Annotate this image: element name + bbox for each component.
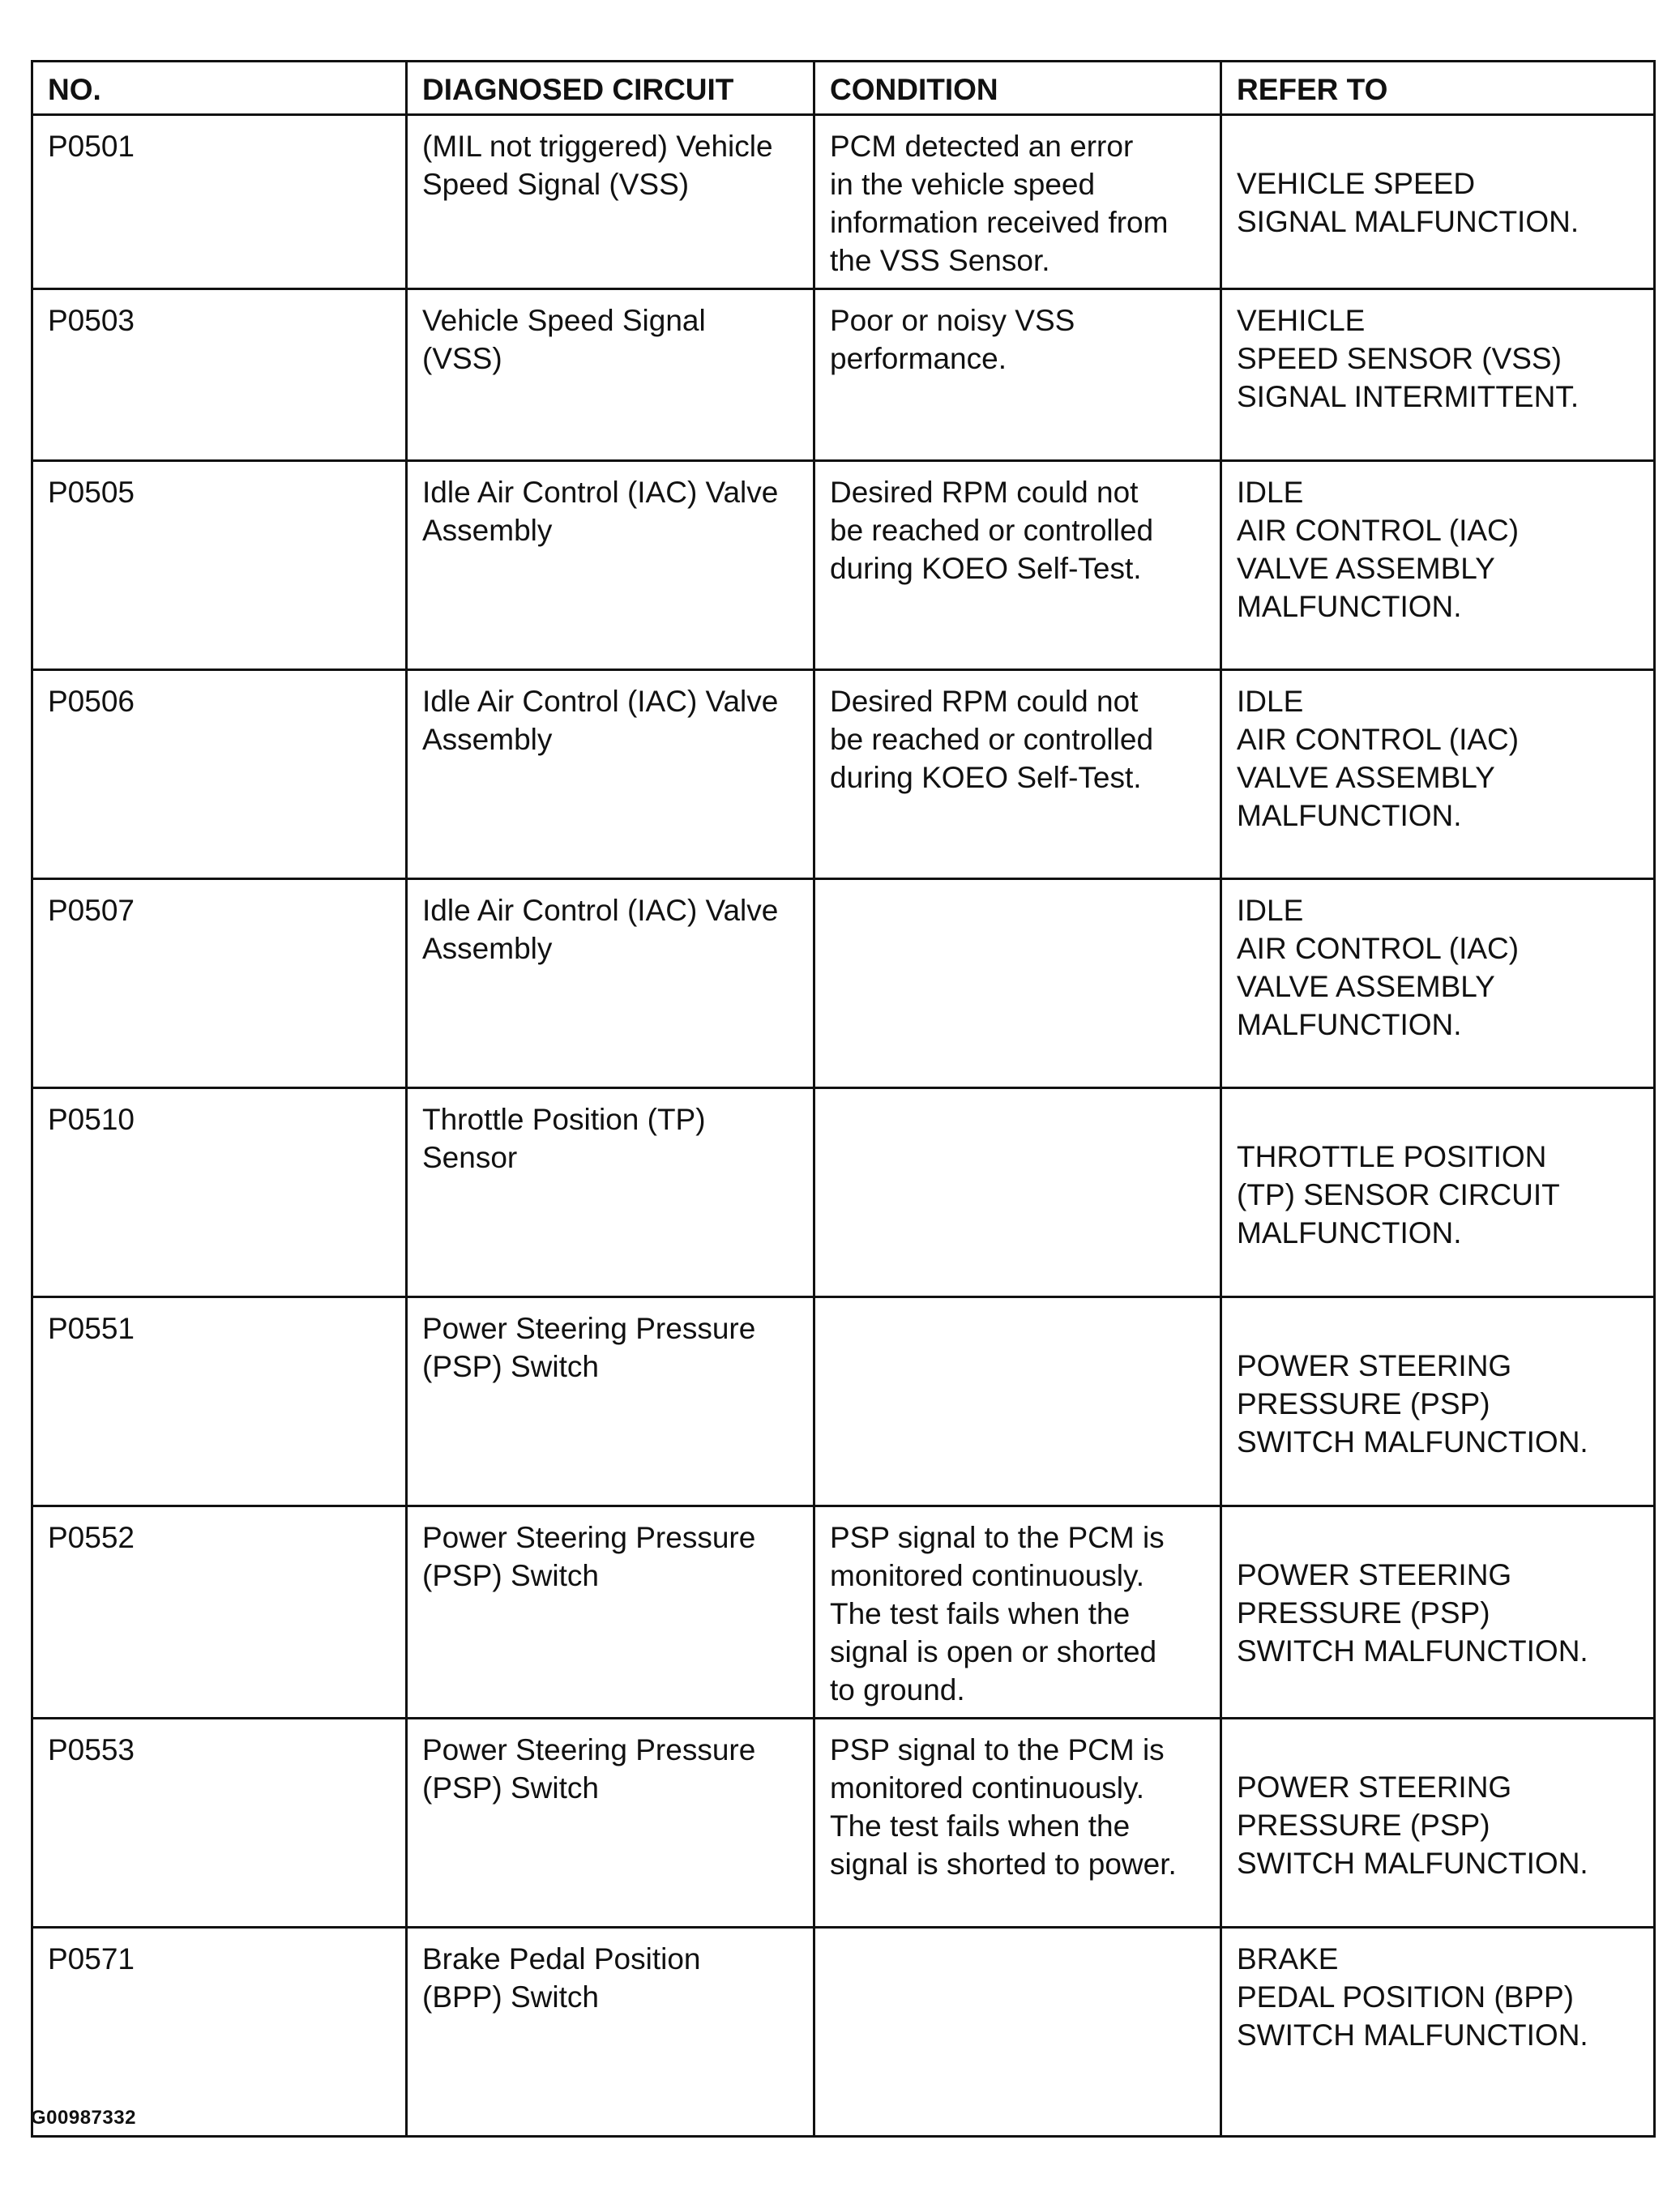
refer-text: IDLE AIR CONTROL (IAC) VALVE ASSEMBLY MALFUNCTION.	[1237, 894, 1520, 1041]
cell-condition	[814, 115, 1221, 289]
code-text: P0501	[48, 130, 135, 163]
code-text: P0553	[48, 1733, 135, 1766]
circuit-text: Power Steering Pressure (PSP) Switch	[422, 1312, 756, 1383]
cell-condition	[814, 670, 1221, 879]
header-diagnosed-circuit: DIAGNOSED CIRCUIT	[407, 62, 814, 115]
cell-refer	[1221, 1088, 1655, 1297]
cell-no	[32, 879, 407, 1088]
table-row	[32, 1297, 1655, 1506]
condition-text: PCM detected an error in the vehicle speed information received from the VSS Sensor.	[830, 130, 1169, 277]
circuit-text: (MIL not triggered) Vehicle Speed Signal (VSS)	[422, 130, 773, 201]
cell-condition	[814, 1088, 1221, 1297]
cell-refer	[1221, 1506, 1655, 1719]
cell-no	[32, 1088, 407, 1297]
code-text: P0551	[48, 1312, 135, 1345]
code-text: P0510	[48, 1103, 135, 1136]
code-text: P0507	[48, 894, 135, 927]
refer-text: POWER STEERING PRESSURE (PSP) SWITCH MALFUNCTION.	[1237, 1349, 1588, 1459]
cell-condition	[814, 1506, 1221, 1719]
cell-no	[32, 461, 407, 670]
code-text: P0503	[48, 304, 135, 337]
header-condition: CONDITION	[814, 62, 1221, 115]
refer-text: VEHICLE SPEED SENSOR (VSS) SIGNAL INTERMITTENT.	[1237, 304, 1580, 413]
refer-text: THROTTLE POSITION (TP) SENSOR CIRCUIT MALFUNCTION.	[1237, 1140, 1560, 1249]
cell-no	[32, 1928, 407, 2137]
cell-circuit	[407, 461, 814, 670]
cell-no	[32, 115, 407, 289]
cell-no	[32, 289, 407, 461]
cell-circuit	[407, 115, 814, 289]
header-refer-to: REFER TO	[1221, 62, 1655, 115]
cell-circuit	[407, 1506, 814, 1719]
condition-text: Poor or noisy VSS performance.	[830, 304, 1075, 375]
table-row	[32, 1088, 1655, 1297]
code-text: P0571	[48, 1942, 135, 1976]
cell-condition	[814, 1928, 1221, 2137]
circuit-text: Idle Air Control (IAC) Valve Assembly	[422, 476, 779, 547]
table-row	[32, 879, 1655, 1088]
table-row	[32, 1506, 1655, 1719]
code-text: P0506	[48, 685, 135, 718]
refer-text: POWER STEERING PRESSURE (PSP) SWITCH MALFUNCTION.	[1237, 1558, 1588, 1668]
cell-circuit	[407, 1719, 814, 1928]
cell-refer	[1221, 461, 1655, 670]
code-text: P0505	[48, 476, 135, 509]
refer-text: POWER STEERING PRESSURE (PSP) SWITCH MALFUNCTION.	[1237, 1771, 1588, 1880]
cell-no	[32, 670, 407, 879]
cell-no	[32, 1719, 407, 1928]
cell-condition	[814, 1297, 1221, 1506]
refer-text: BRAKE PEDAL POSITION (BPP) SWITCH MALFUNCTION.	[1237, 1942, 1588, 2052]
cell-condition	[814, 879, 1221, 1088]
cell-condition	[814, 461, 1221, 670]
condition-text: Desired RPM could not be reached or controlled during KOEO Self-Test.	[830, 476, 1154, 585]
cell-no	[32, 1297, 407, 1506]
cell-circuit	[407, 289, 814, 461]
cell-circuit	[407, 1297, 814, 1506]
condition-text: Desired RPM could not be reached or controlled during KOEO Self-Test.	[830, 685, 1154, 794]
cell-circuit	[407, 1928, 814, 2137]
table-row	[32, 289, 1655, 461]
table-row	[32, 1719, 1655, 1928]
cell-refer	[1221, 1719, 1655, 1928]
cell-circuit	[407, 879, 814, 1088]
cell-refer	[1221, 879, 1655, 1088]
refer-text: IDLE AIR CONTROL (IAC) VALVE ASSEMBLY MALFUNCTION.	[1237, 685, 1520, 832]
dtc-table	[31, 60, 1656, 2138]
condition-text: PSP signal to the PCM is monitored continuously. The test fails when the signal is open or shorted to ground.	[830, 1521, 1165, 1706]
table-row	[32, 670, 1655, 879]
figure-id: G00987332	[31, 2107, 136, 2129]
cell-condition	[814, 289, 1221, 461]
cell-refer	[1221, 289, 1655, 461]
cell-refer	[1221, 670, 1655, 879]
table-row	[32, 1928, 1655, 2137]
refer-text: VEHICLE SPEED SIGNAL MALFUNCTION.	[1237, 167, 1580, 238]
circuit-text: Power Steering Pressure (PSP) Switch	[422, 1521, 756, 1592]
cell-no	[32, 1506, 407, 1719]
cell-circuit	[407, 670, 814, 879]
condition-text: PSP signal to the PCM is monitored continuously. The test fails when the signal is shorted to power.	[830, 1733, 1177, 1881]
cell-refer	[1221, 115, 1655, 289]
code-text: P0552	[48, 1521, 135, 1554]
circuit-text: Power Steering Pressure (PSP) Switch	[422, 1733, 756, 1805]
cell-refer	[1221, 1928, 1655, 2137]
refer-text: IDLE AIR CONTROL (IAC) VALVE ASSEMBLY MALFUNCTION.	[1237, 476, 1520, 623]
cell-circuit	[407, 1088, 814, 1297]
table-row	[32, 461, 1655, 670]
header-no: NO.	[32, 62, 407, 115]
circuit-text: Vehicle Speed Signal (VSS)	[422, 304, 706, 375]
cell-refer	[1221, 1297, 1655, 1506]
cell-condition	[814, 1719, 1221, 1928]
circuit-text: Brake Pedal Position (BPP) Switch	[422, 1942, 701, 2014]
circuit-text: Idle Air Control (IAC) Valve Assembly	[422, 894, 779, 965]
circuit-text: Throttle Position (TP) Sensor	[422, 1103, 706, 1174]
circuit-text: Idle Air Control (IAC) Valve Assembly	[422, 685, 779, 756]
header-row	[32, 62, 1655, 115]
table-row	[32, 115, 1655, 289]
